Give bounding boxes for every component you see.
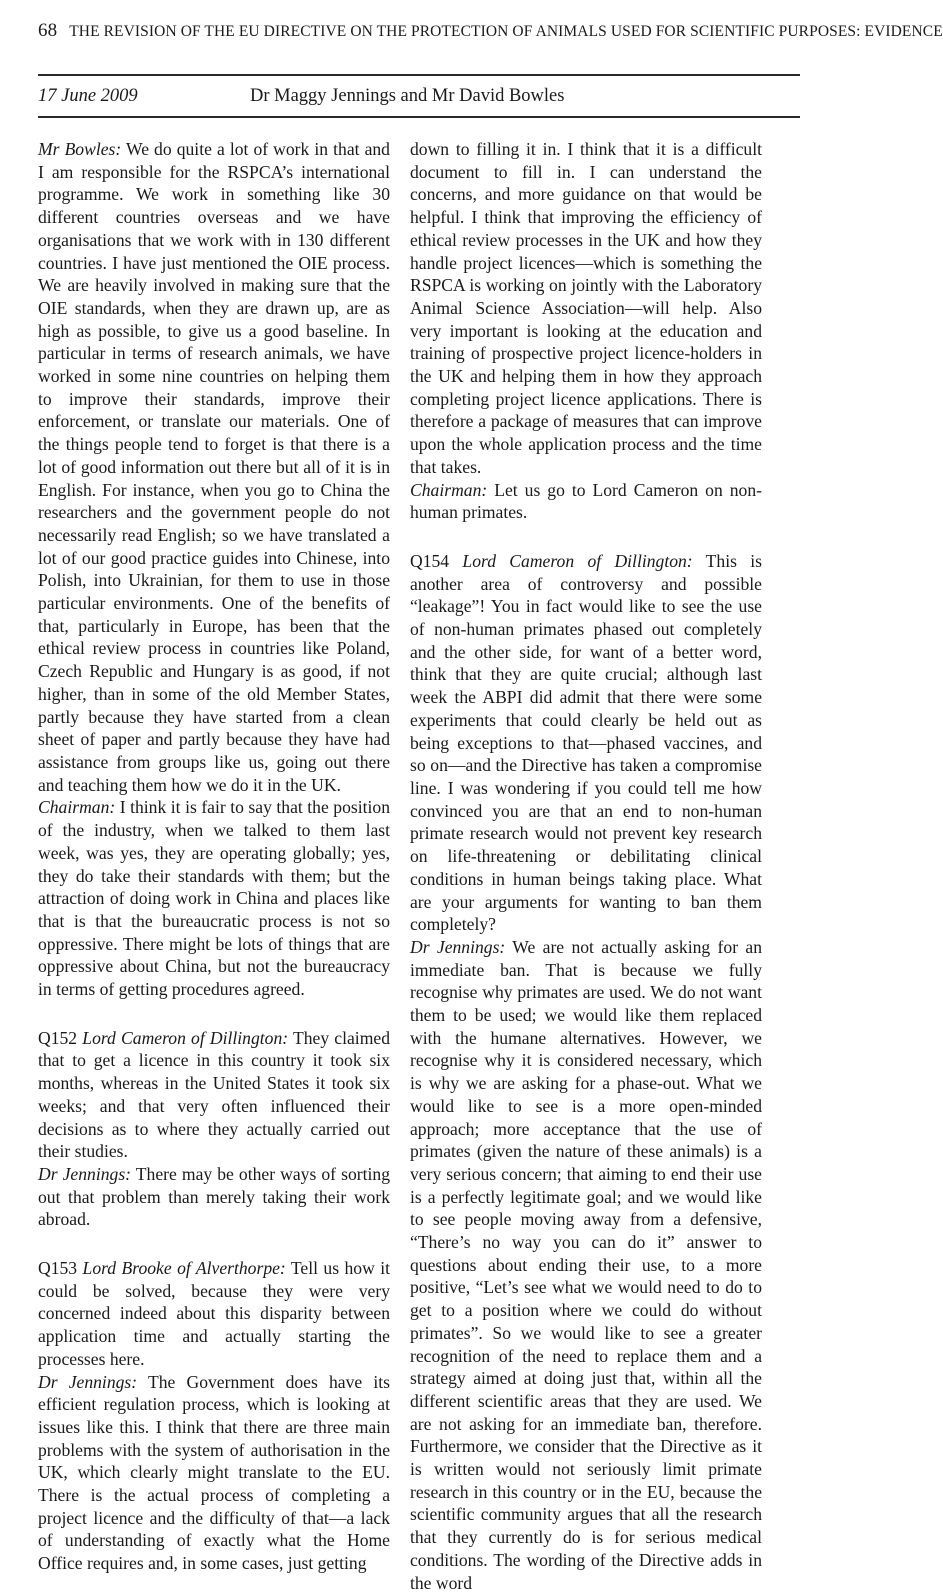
question-number: Q152: [38, 1027, 83, 1048]
paragraph-text: This is another area of controversy and possible “leakage”! You in fact would like to see the use of non-human primates phased out completely and the other side, for want of a better word, think that they are quite crucial; although last week the ABPI did admit that there were some experiments that could clearly be held out as being exceptions to that—phased vaccines, and so on—and the Directive has taken a compromise line. I was wondering if you could tell me how convinced you are that an end to non-human primate research would not prevent key research on life-threatening or debilitating clinical conditions in human beings taking place. What are your arguments for wanting to ban them completely?: [410, 550, 763, 935]
speaker-name: Mr Bowles:: [38, 139, 122, 159]
paragraph: [410, 138, 762, 479]
speaker-name: Lord Cameron of Dillington:: [462, 550, 693, 571]
speaker-name: Dr Jennings:: [410, 936, 506, 957]
paragraph: [38, 796, 390, 1000]
speaker-name: Chairman:: [410, 479, 488, 500]
speaker-name: Dr Jennings:: [38, 1163, 132, 1184]
question-number: Q154: [410, 550, 463, 571]
running-head: [38, 20, 943, 42]
paragraph-text: Tell us how it could be solved, because they were very concerned indeed about this disparity between application time and actually starting the processes here.: [38, 1258, 390, 1369]
paragraph-text: The Government does have its efficient regulation process, which is looking at issues like this. I think that there are three main problems with the system of authorisation in the UK, which clearly might translate to the EU. There is the actual process of completing a project licence and the difficulty of that—a lack of understanding of exactly what the Home Office requires and, in some cases, just getting: [38, 1371, 390, 1574]
paragraph-text: We are not actually asking for an immediate ban. That is because we fully recognise why primates are used. We do not want them to be used; we would like them replaced with the humane alternatives. However, we recognise why it is considered necessary, which is why we are asking for a phase-out. What we would like to see is a more open-minded approach; more acceptance that the use of primates (given the nature of these animals) is a very serious concern; that aiming to end their use is a perfectly legitimate goal; and we would like to see people moving away from a defensive, “There’s no way you can do it” answer to questions about ending their use, to a more positive, “Let’s see what we would need to do to get to a position where we could do without primates”. So we would like to see a greater recognition of the need to replace them and a strategy aimed at doing just that, within all the different scientific areas that they are used. We are not asking for an immediate ban, therefore. Furthermore, we consider that the Directive as it is written would not seriously limit primate research in this country or in the EU, because the scientific community argues that all the research that they currently do is for serious medical conditions. The wording of the Directive adds in the word: [410, 936, 762, 1593]
page-number: 68: [38, 20, 58, 41]
paragraph: [38, 1257, 390, 1371]
speaker-name: Dr Jennings:: [38, 1371, 138, 1392]
paragraph: [410, 550, 762, 936]
paragraph: [38, 1163, 390, 1231]
running-title: THE REVISION OF THE EU DIRECTIVE ON THE PROTECTION OF ANIMALS USED FOR SCIENTIFIC PURPOSES: EVIDENCE: [69, 23, 943, 40]
left-column: [38, 138, 390, 1575]
paragraph: [410, 936, 762, 1594]
header-rule-top: [38, 74, 800, 76]
header-rule-bottom: [38, 116, 800, 118]
speaker-name: Chairman:: [38, 797, 116, 818]
witness-names: Dr Maggy Jennings and Mr David Bowles: [250, 86, 565, 106]
session-date: 17 June 2009: [38, 86, 138, 106]
question-number: Q153: [38, 1258, 83, 1279]
paragraph-text: We do quite a lot of work in that and I am responsible for the RSPCA’s international programme. We work in something like 30 different countries overseas and we have organisations that we work with in 130 different countries. I have just mentioned the OIE process. We are heavily involved in making sure that the OIE standards, when they are drawn up, are as high as possible, to give us a good baseline. In particular in terms of research animals, we have worked in some nine countries on helping them to improve their standards, improve their enforcement, or translate our materials. One of the things people tend to forget is that there is a lot of good information out there but all of it is in English. For instance, when you go to China the researchers and the government people do not necessarily read English; so we have translated a lot of our good practice guides into Chinese, into Polish, into Ukrainian, for them to use in those particular environments. One of the benefits of that, particularly in Europe, has been that the ethical review process in countries like Poland, Czech Republic and Hungary is as good, if not higher, than in some of the old Member States, partly because they have started from a clean sheet of paper and partly because they have had assistance from groups like us, going out there and teaching them how we do it in the UK.: [38, 139, 390, 795]
paragraph: [38, 1027, 390, 1163]
paragraph-text: I think it is fair to say that the position of the industry, when we talked to them last week, was yes, they are operating globally; yes, they do take their standards with them; but the attraction of doing work in China and places like that is that the bureaucratic process is not so oppressive. There might be lots of things that are oppressive about China, but not the bureaucracy in terms of getting procedures agreed.: [38, 797, 390, 1000]
right-column: [410, 138, 762, 1594]
paragraph-text: There may be other ways of sorting out that problem than merely taking their work abroad.: [38, 1163, 390, 1230]
paragraph: [38, 138, 390, 796]
paragraph: [38, 1371, 390, 1575]
speaker-name: Lord Brooke of Alverthorpe:: [82, 1258, 286, 1279]
paragraph-text: down to filling it in. I think that it is a difficult document to fill in. I can understand the concerns, and more guidance on that would be helpful. I think that improving the efficiency of ethical review processes in the UK and how they handle project licences—which is something the RSPCA is working on jointly with the Laboratory Animal Science Association—will help. Also very important is looking at the education and training of prospective project licence-holders in the UK and helping them in how they approach completing project licence applications. There is therefore a package of measures that can improve upon the whole application process and the time that takes.: [410, 139, 762, 477]
paragraph: [410, 479, 762, 524]
paragraph-text: Let us go to Lord Cameron on non-human primates.: [410, 479, 762, 523]
paragraph-text: They claimed that to get a licence in this country it took six months, whereas in the United States it took six weeks; and that very often influenced their decisions as to where they actually carried out their studies.: [38, 1027, 390, 1162]
speaker-name: Lord Cameron of Dillington:: [82, 1027, 289, 1048]
session-subhead: [38, 86, 762, 107]
